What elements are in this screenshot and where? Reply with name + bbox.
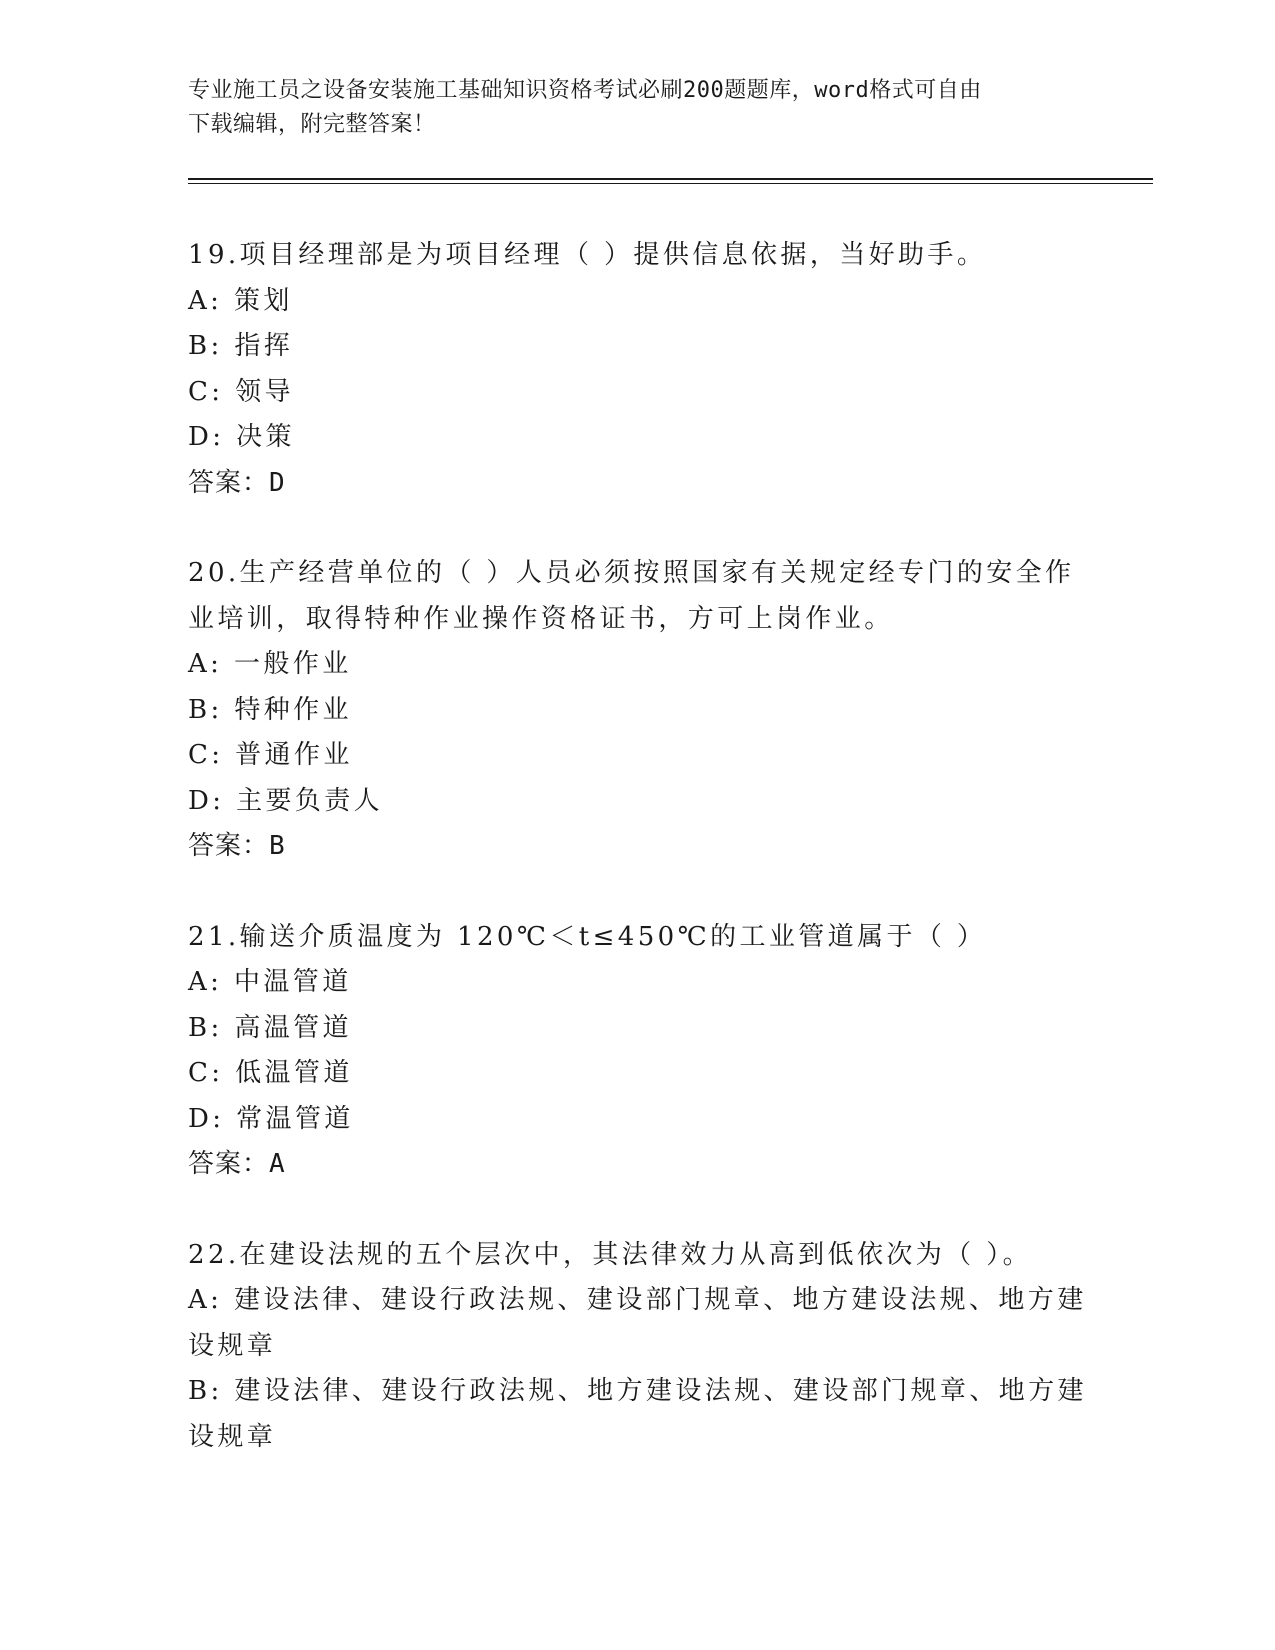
question-text: 22.在建设法规的五个层次中，其法律效力从高到低依次为（ ）。 bbox=[188, 1239, 1033, 1270]
document-header bbox=[188, 74, 1088, 142]
header-divider-thin bbox=[188, 183, 1153, 184]
option-b: B: 高温管道 bbox=[188, 1012, 352, 1043]
option-b: B: 特种作业 bbox=[188, 694, 352, 725]
option-d: D: 常温管道 bbox=[188, 1103, 354, 1134]
option-b: B: 指挥 bbox=[188, 331, 294, 361]
option-a: A: 中温管道 bbox=[188, 967, 352, 997]
question-text: 21.输送介质温度为 120℃＜t≤450℃的工业管道属于（ ） bbox=[188, 921, 987, 952]
header-line-2: 下载编辑，附完整答案！ bbox=[188, 112, 436, 137]
question-list bbox=[188, 233, 1088, 1505]
question-22 bbox=[188, 1233, 1088, 1461]
option-c: C: 普通作业 bbox=[188, 740, 353, 770]
answer: 答案：B bbox=[188, 831, 286, 861]
header-divider-thick bbox=[188, 178, 1153, 180]
question-19 bbox=[188, 233, 1088, 506]
option-c: C: 低温管道 bbox=[188, 1058, 353, 1088]
answer: 答案：A bbox=[188, 1149, 286, 1179]
option-c: C: 领导 bbox=[188, 376, 294, 407]
option-a: A: 建设法律、建设行政法规、建设部门规章、地方建设法规、地方建设规章 bbox=[188, 1285, 1087, 1361]
question-text: 19.项目经理部是为项目经理（ ）提供信息依据，当好助手。 bbox=[188, 240, 987, 270]
option-a: A: 策划 bbox=[188, 285, 293, 316]
option-b: B: 建设法律、建设行政法规、地方建设法规、建设部门规章、地方建设规章 bbox=[188, 1376, 1087, 1452]
header-line-1: 专业施工员之设备安装施工基础知识资格考试必刷200题题库，word格式可自由 bbox=[188, 78, 982, 103]
answer: 答案：D bbox=[188, 467, 286, 498]
option-d: D: 主要负责人 bbox=[188, 785, 384, 816]
option-a: A: 一般作业 bbox=[188, 649, 352, 679]
option-d: D: 决策 bbox=[188, 422, 295, 452]
question-text: 20.生产经营单位的（ ）人员必须按照国家有关规定经专门的安全作业培训，取得特种作业操作资格证书，方可上岗作业。 bbox=[188, 558, 1075, 634]
question-20 bbox=[188, 551, 1088, 870]
question-21 bbox=[188, 915, 1088, 1188]
